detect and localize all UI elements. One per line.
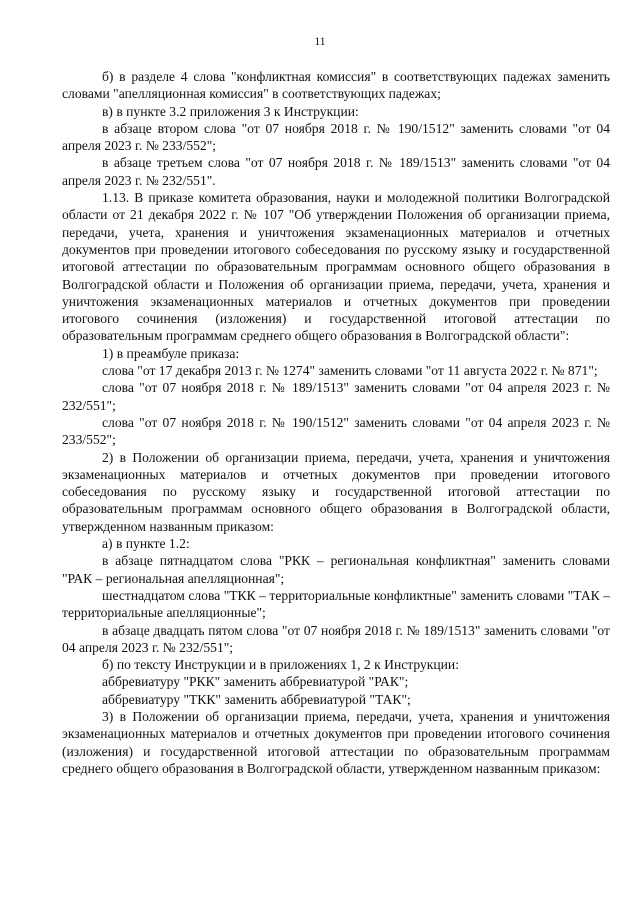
paragraph: 2) в Положении об организации приема, передачи, учета, хранения и уничтожения экзаменационных материалов и отчетных документов при проведении итогового собеседования по русскому языку и государственной итоговой аттестации по образовательным программам основного общего образования в Волгоградской области, утвержденном названным приказом: [62,449,610,534]
paragraph: б) по тексту Инструкции и в приложениях 1, 2 к Инструкции: [102,657,459,673]
paragraph: в абзаце третьем слова "от 07 ноября 2018 г. № 189/1513" заменить словами "от 04 апреля 2023 г. № 232/551". [62,155,610,188]
paragraph: аббревиатуру "ТКК" заменить аббревиатурой "ТАК"; [102,691,411,707]
paragraph: слова "от 07 ноября 2018 г. № 189/1513" заменить словами "от 04 апреля 2023 г. № 232/551"; [62,380,610,413]
paragraph: в абзаце двадцать пятом слова "от 07 ноября 2018 г. № 189/1513" заменить словами "от 04 апреля 2023 г. № 232/551"; [62,622,610,655]
paragraph: аббревиатуру "РКК" заменить аббревиатурой "РАК"; [102,674,409,690]
paragraph: слова "от 17 декабря 2013 г. № 1274" заменить словами "от 11 августа 2022 г. № 871"; [102,363,598,379]
paragraph: б) в разделе 4 слова "конфликтная комиссия" в соответствующих падежах заменить словами "апелляционная комиссия" в соответствующих падежах; [62,69,610,102]
paragraph: в абзаце втором слова "от 07 ноября 2018 г. № 190/1512" заменить словами "от 04 апреля 2023 г. № 233/552"; [62,120,610,154]
document-body [62,68,610,777]
paragraph: шестнадцатом слова "ТКК – территориальные конфликтные" заменить словами "ТАК – территориальные апелляционные"; [62,587,610,621]
page-number: 11 [314,36,326,48]
paragraph: а) в пункте 1.2: [102,536,190,552]
paragraph: 1) в преамбуле приказа: [102,345,240,361]
paragraph: в) в пункте 3.2 приложения 3 к Инструкции: [102,103,359,119]
paragraph: слова "от 07 ноября 2018 г. № 190/1512" заменить словами "от 04 апреля 2023 г. № 233/552"; [62,414,610,448]
paragraph: в абзаце пятнадцатом слова "РКК – региональная конфликтная" заменить словами "РАК – региональная апелляционная"; [62,553,610,586]
paragraph: 3) в Положении об организации приема, передачи, учета, хранения и уничтожения экзаменационных материалов и отчетных документов при проведении итогового сочинения (изложения) и государственной итоговой аттестации по образовательным программам среднего общего образования в Волгоградской области, утвержденном названным приказом: [62,708,610,776]
paragraph: 1.13. В приказе комитета образования, науки и молодежной политики Волгоградской области от 21 декабря 2022 г. № 107 "Об утверждении Положения об организации приема, передачи, учета, хранения и уничтожения экзаменационных материалов и отчетных документов при проведении итогового собеседования по русскому языку и государственной итоговой аттестации по образовательным программам основного общего образования в Волгоградской области и Положения об организации приема, передачи, учета, хранения и уничтожения экзаменационных материалов и отчетных документов при проведении итогового сочинения (изложения) и государственной итоговой аттестации по образовательным программам среднего общего образования в Волгоградской области": [62,190,610,344]
